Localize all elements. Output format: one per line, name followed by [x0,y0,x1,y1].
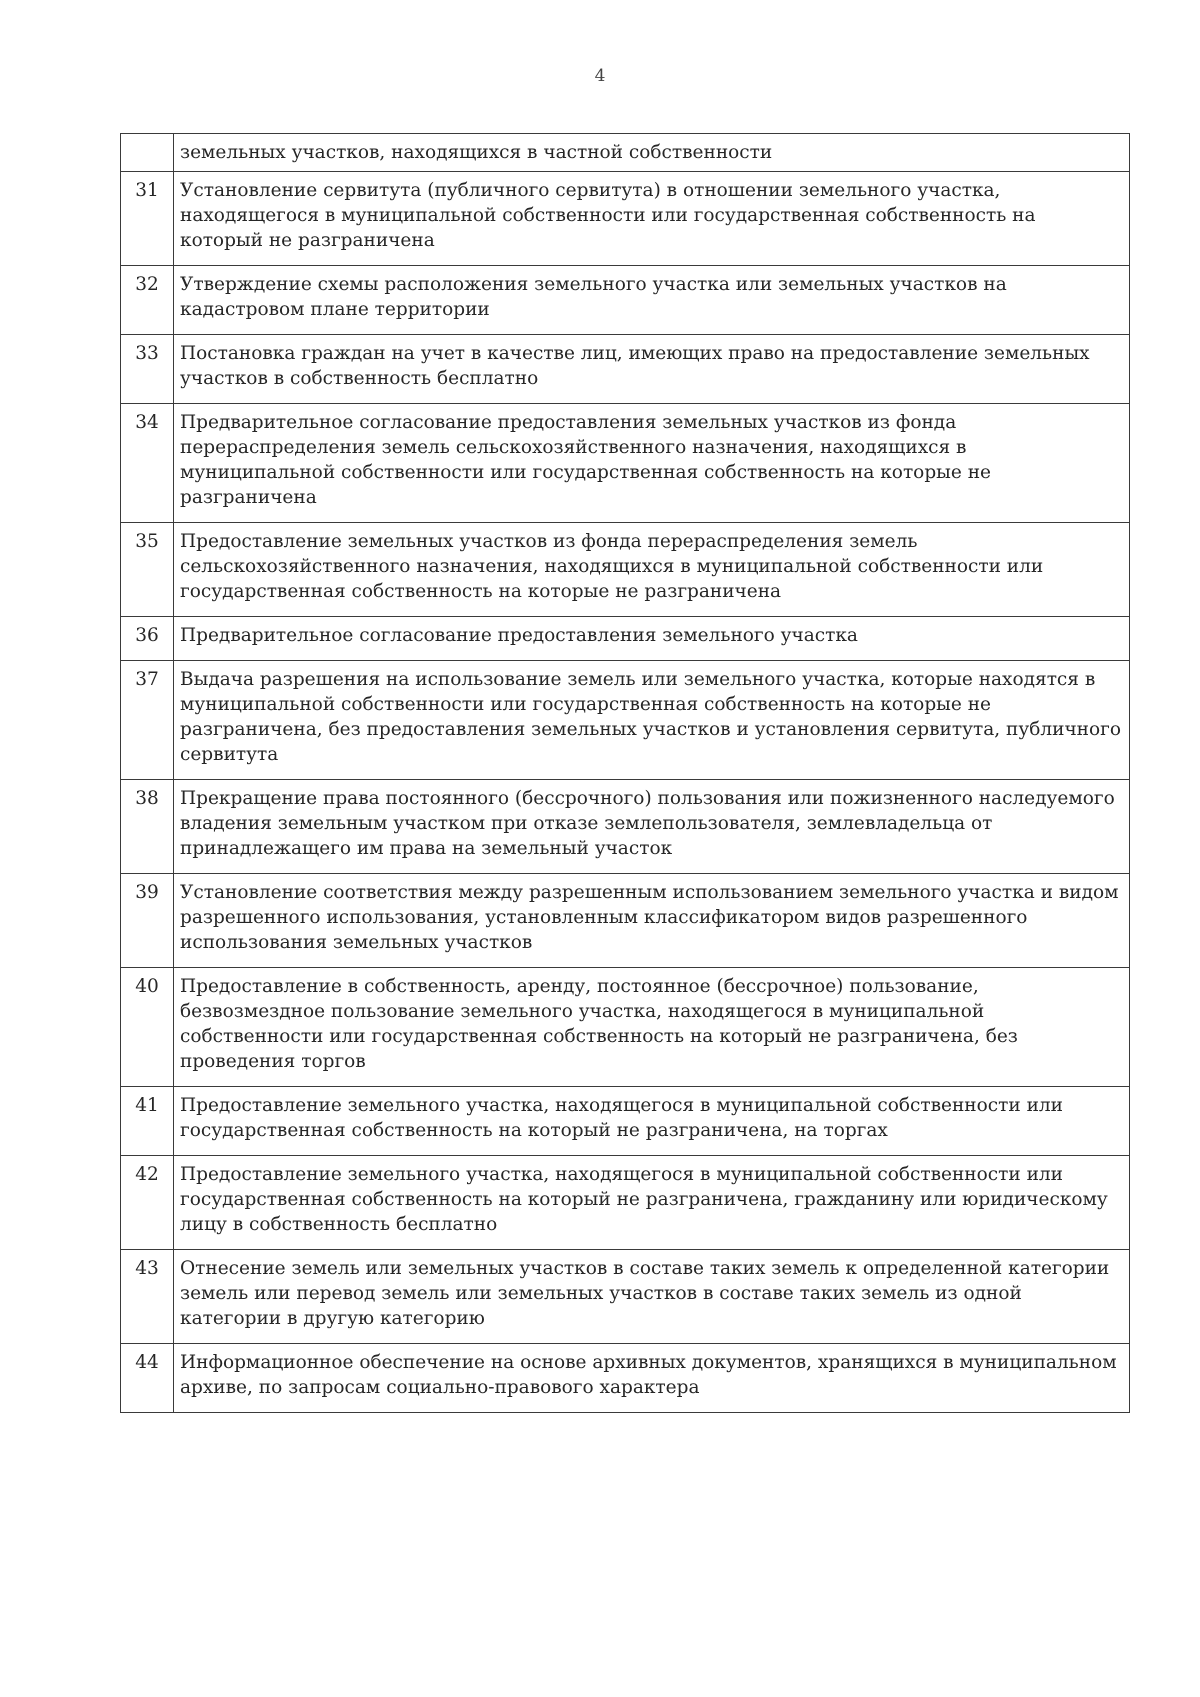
row-number-cell: 38 [121,780,174,874]
services-table [120,133,1130,1413]
row-number-cell: 43 [121,1250,174,1344]
page-number: 4 [594,66,606,86]
row-number-cell: 39 [121,874,174,968]
table-row [121,523,1130,617]
row-number-cell: 42 [121,1156,174,1250]
table-row [121,404,1130,523]
table-row [121,617,1130,661]
row-description-cell: Предоставление земельного участка, находящегося в муниципальной собственности или государственная собственность на который не разграничена, на торгах [174,1087,1130,1156]
row-description-cell: Информационное обеспечение на основе архивных документов, хранящихся в муниципальном архиве, по запросам социально-правового характера [174,1344,1130,1413]
table-row [121,780,1130,874]
row-description-cell: Выдача разрешения на использование земель или земельного участка, которые находятся в муниципальной собственности или государственная собственность на которые не разграничена, без предоставления земельных участков и установления сервитута, публичного сервитута [174,661,1130,780]
table-row [121,1087,1130,1156]
table-row [121,874,1130,968]
table-row [121,1250,1130,1344]
row-description-cell: Установление соответствия между разрешенным использованием земельного участка и видом разрешенного использования, установленным классификатором видов разрешенного использования земельных участков [174,874,1130,968]
row-description-cell: Прекращение права постоянного (бессрочного) пользования или пожизненного наследуемого владения земельным участком при отказе землепользователя, землевладельца от принадлежащего им права на земельный участок [174,780,1130,874]
row-description-cell: земельных участков, находящихся в частной собственности [174,134,1130,172]
table-row [121,134,1130,172]
table-row [121,661,1130,780]
row-number-cell [121,134,174,172]
table-row [121,1344,1130,1413]
row-number-cell: 36 [121,617,174,661]
row-description-cell: Предоставление земельного участка, находящегося в муниципальной собственности или государственная собственность на который не разграничена, гражданину или юридическому лицу в собственность бесплатно [174,1156,1130,1250]
row-description-cell: Предварительное согласование предоставления земельного участка [174,617,1130,661]
table-row [121,968,1130,1087]
table-row [121,172,1130,266]
row-number-cell: 41 [121,1087,174,1156]
row-number-cell: 35 [121,523,174,617]
row-description-cell: Предоставление земельных участков из фонда перераспределения земель сельскохозяйственного назначения, находящихся в муниципальной собственности или государственная собственность на которые не разграничена [174,523,1130,617]
row-description-cell: Отнесение земель или земельных участков в составе таких земель к определенной категории земель или перевод земель или земельных участков в составе таких земель из одной категории в другую категорию [174,1250,1130,1344]
row-number-cell: 31 [121,172,174,266]
row-description-cell: Постановка граждан на учет в качестве лиц, имеющих право на предоставление земельных участков в собственность бесплатно [174,335,1130,404]
row-number-cell: 32 [121,266,174,335]
row-number-cell: 37 [121,661,174,780]
row-number-cell: 33 [121,335,174,404]
row-description-cell: Установление сервитута (публичного сервитута) в отношении земельного участка, находящегося в муниципальной собственности или государственная собственность на который не разграничена [174,172,1130,266]
row-description-cell: Утверждение схемы расположения земельного участка или земельных участков на кадастровом плане территории [174,266,1130,335]
row-number-cell: 44 [121,1344,174,1413]
row-description-cell: Предоставление в собственность, аренду, постоянное (бессрочное) пользование, безвозмездное пользование земельного участка, находящегося в муниципальной собственности или государственная собственность на который не разграничена, без проведения торгов [174,968,1130,1087]
row-description-cell: Предварительное согласование предоставления земельных участков из фонда перераспределения земель сельскохозяйственного назначения, находящихся в муниципальной собственности или государственная собственность на которые не разграничена [174,404,1130,523]
table-row [121,266,1130,335]
table-row [121,335,1130,404]
row-number-cell: 40 [121,968,174,1087]
table-row [121,1156,1130,1250]
row-number-cell: 34 [121,404,174,523]
